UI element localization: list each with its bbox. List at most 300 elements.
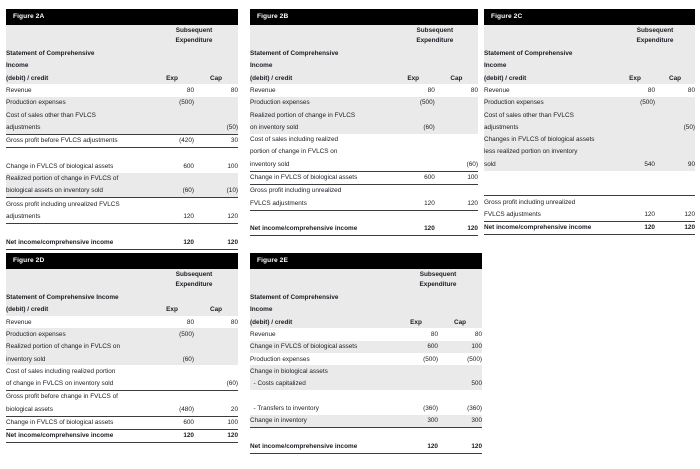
row-label: inventory sold bbox=[250, 158, 392, 171]
table-row bbox=[484, 121, 695, 133]
row-label: FVLCS adjustments bbox=[250, 197, 392, 210]
figure-2b-group-header-row bbox=[250, 25, 478, 37]
figure-2b-group-header-row-2 bbox=[250, 37, 478, 48]
figure-2c-group-header-line1: Subsequent bbox=[615, 25, 695, 37]
row-label: Revenue bbox=[484, 84, 615, 96]
row-value-cap: 30 bbox=[194, 134, 238, 147]
row-value-exp bbox=[150, 391, 194, 404]
table-spacer-row bbox=[484, 183, 695, 196]
row-label: Production expenses bbox=[250, 353, 394, 365]
table-row bbox=[250, 146, 478, 158]
table-spacer-row bbox=[250, 428, 482, 441]
row-value-cap bbox=[194, 198, 238, 211]
row-value-exp bbox=[392, 146, 435, 158]
row-label: Realized portion of change in FVLCS of bbox=[6, 173, 150, 185]
empty-cell bbox=[150, 60, 194, 72]
figure-2c-statement-title-0: Statement of Comprehensive bbox=[484, 47, 615, 59]
row-value-cap: 80 bbox=[194, 84, 238, 96]
row-value-cap bbox=[194, 328, 238, 340]
row-value-cap: 120 bbox=[438, 440, 482, 453]
row-value-cap bbox=[655, 183, 695, 196]
table-spacer-row bbox=[250, 210, 478, 223]
row-label: Net income/comprehensive income bbox=[484, 222, 615, 235]
table-row bbox=[6, 391, 238, 404]
row-label: Revenue bbox=[250, 84, 392, 96]
row-value-exp bbox=[392, 210, 435, 223]
row-label: Gross profit including unrealized FVLCS bbox=[6, 198, 150, 211]
table-row bbox=[250, 109, 478, 121]
table-row bbox=[6, 341, 238, 353]
row-value-cap bbox=[194, 365, 238, 377]
row-label: Revenue bbox=[6, 316, 150, 328]
spacer-cell bbox=[6, 269, 150, 281]
table-row bbox=[6, 403, 238, 416]
row-value-cap bbox=[194, 341, 238, 353]
row-value-exp: (480) bbox=[150, 403, 194, 416]
row-label: Cost of sales including realized bbox=[250, 134, 392, 146]
row-value-cap bbox=[438, 365, 482, 377]
figure-2d-statement-title-row-0 bbox=[6, 291, 238, 303]
row-label: FVLCS adjustments bbox=[484, 209, 615, 222]
row-label: Net income/comprehensive income bbox=[250, 223, 392, 236]
empty-cell bbox=[615, 47, 655, 59]
row-label: - Transfers to inventory bbox=[250, 402, 394, 414]
empty-cell bbox=[655, 60, 695, 72]
table-row bbox=[6, 121, 238, 134]
figure-2e-statement-title-row-0 bbox=[250, 291, 482, 303]
row-value-cap bbox=[435, 134, 478, 146]
row-value-cap: 80 bbox=[438, 328, 482, 340]
table-row bbox=[484, 222, 695, 235]
row-value-exp: 80 bbox=[615, 84, 655, 96]
spacer-cell bbox=[250, 269, 394, 281]
row-label bbox=[6, 224, 150, 237]
figure-2a-group-header-row bbox=[6, 25, 238, 37]
row-value-exp: (500) bbox=[394, 353, 438, 365]
row-label bbox=[484, 183, 615, 196]
figure-2c-statement-title-1: Income bbox=[484, 60, 615, 72]
figure-2c-debit-credit-label: (debit) / credit bbox=[484, 72, 615, 84]
row-label: - Costs capitalized bbox=[250, 378, 394, 390]
row-value-exp bbox=[615, 183, 655, 196]
spacer-cell bbox=[250, 37, 392, 48]
row-value-exp: 600 bbox=[392, 171, 435, 184]
row-value-cap bbox=[655, 171, 695, 183]
figure-2d-table bbox=[6, 269, 238, 444]
figure-2d-group-header-row bbox=[6, 269, 238, 281]
empty-cell bbox=[438, 304, 482, 316]
row-value-exp: 80 bbox=[394, 328, 438, 340]
row-label: Gross profit before FVLCS adjustments bbox=[6, 134, 150, 147]
figure-2c-group-header-line2: Expenditure bbox=[615, 37, 695, 48]
figure-2d-group-header-row-2 bbox=[6, 281, 238, 292]
row-value-exp bbox=[394, 365, 438, 377]
row-value-cap bbox=[435, 121, 478, 133]
row-label: Change in inventory bbox=[250, 415, 394, 428]
row-value-exp: 600 bbox=[150, 416, 194, 429]
row-value-exp bbox=[150, 365, 194, 377]
empty-cell bbox=[435, 47, 478, 59]
figure-2b-table bbox=[250, 25, 478, 237]
row-value-exp bbox=[150, 378, 194, 391]
row-value-exp: (500) bbox=[150, 328, 194, 340]
figure-2e-statement-title-0: Statement of Comprehensive bbox=[250, 291, 394, 303]
figure-2a-group-header-line2: Expenditure bbox=[150, 37, 238, 48]
empty-cell bbox=[194, 291, 238, 303]
table-row bbox=[6, 134, 238, 147]
row-value-cap: (500) bbox=[438, 353, 482, 365]
table-row bbox=[484, 196, 695, 209]
empty-cell bbox=[392, 60, 435, 72]
row-label bbox=[250, 428, 394, 441]
figure-2a-group-header-line1: Subsequent bbox=[150, 25, 238, 37]
table-row bbox=[250, 171, 478, 184]
row-label bbox=[250, 210, 392, 223]
row-value-exp: (500) bbox=[392, 97, 435, 109]
row-value-exp: 600 bbox=[150, 160, 194, 172]
row-value-cap: (360) bbox=[438, 402, 482, 414]
figure-2c-group-header-row-2 bbox=[484, 37, 695, 48]
figure-2a-statement-title-row-0 bbox=[6, 47, 238, 59]
empty-cell bbox=[194, 47, 238, 59]
row-label: adjustments bbox=[6, 211, 150, 224]
row-value-exp bbox=[150, 198, 194, 211]
figure-2e-debit-credit-label: (debit) / credit bbox=[250, 316, 394, 328]
empty-cell bbox=[394, 291, 438, 303]
row-label: Production expenses bbox=[484, 97, 615, 109]
row-label: Production expenses bbox=[6, 328, 150, 340]
row-label: of change in FVLCS on inventory sold bbox=[6, 378, 150, 391]
table-row bbox=[250, 197, 478, 210]
row-value-exp bbox=[150, 148, 194, 161]
row-label: biological assets on inventory sold bbox=[6, 185, 150, 198]
row-value-cap bbox=[435, 146, 478, 158]
row-value-cap: 120 bbox=[655, 222, 695, 235]
figure-2c bbox=[484, 9, 695, 235]
figure-2c-col-exp: Exp bbox=[615, 72, 655, 84]
spacer-cell bbox=[484, 37, 615, 48]
figure-2a-col-cap: Cap bbox=[194, 72, 238, 84]
row-value-cap bbox=[655, 109, 695, 121]
spacer-cell bbox=[6, 37, 150, 48]
row-value-cap: 120 bbox=[435, 223, 478, 236]
table-row bbox=[6, 430, 238, 443]
row-label bbox=[6, 148, 150, 161]
table-spacer-row bbox=[6, 148, 238, 161]
row-label: less realized portion on inventory bbox=[484, 146, 615, 158]
figure-2b-caption: Figure 2B bbox=[250, 9, 478, 25]
row-value-exp bbox=[615, 146, 655, 158]
row-label: inventory sold bbox=[6, 353, 150, 365]
table-row bbox=[250, 158, 478, 171]
table-row bbox=[6, 378, 238, 391]
row-value-cap: 100 bbox=[194, 416, 238, 429]
table-row bbox=[6, 328, 238, 340]
empty-cell bbox=[438, 291, 482, 303]
table-row bbox=[250, 353, 482, 365]
row-value-cap bbox=[655, 146, 695, 158]
figure-2e-group-header-row-2 bbox=[250, 281, 482, 292]
empty-cell bbox=[150, 47, 194, 59]
table-row bbox=[6, 416, 238, 429]
row-value-exp bbox=[615, 171, 655, 183]
table-row bbox=[250, 440, 482, 453]
row-label: Net income/comprehensive income bbox=[6, 236, 150, 249]
figure-2d-group-header-line1: Subsequent bbox=[150, 269, 238, 281]
row-value-exp bbox=[392, 109, 435, 121]
row-value-exp bbox=[392, 158, 435, 171]
row-value-cap bbox=[194, 97, 238, 109]
table-row bbox=[6, 316, 238, 328]
row-value-exp: 600 bbox=[394, 341, 438, 353]
figure-2a bbox=[6, 9, 238, 250]
table-row bbox=[6, 211, 238, 224]
figure-2c-col-cap: Cap bbox=[655, 72, 695, 84]
figure-2a-statement-title-1: Income bbox=[6, 60, 150, 72]
row-value-cap bbox=[194, 353, 238, 365]
row-label: on inventory sold bbox=[250, 121, 392, 133]
figure-2d-statement-title-0: Statement of Comprehensive Income bbox=[6, 291, 150, 303]
row-value-cap bbox=[435, 210, 478, 223]
row-value-exp bbox=[150, 224, 194, 237]
figure-2c-column-header-row bbox=[484, 72, 695, 84]
figure-2d bbox=[6, 253, 238, 443]
table-row bbox=[250, 328, 482, 340]
row-value-cap: (10) bbox=[194, 185, 238, 198]
row-value-cap: 100 bbox=[194, 160, 238, 172]
row-value-cap bbox=[194, 148, 238, 161]
table-row bbox=[6, 236, 238, 249]
row-value-cap: 80 bbox=[435, 84, 478, 96]
figure-2e-column-header-row bbox=[250, 316, 482, 328]
figure-2c-group-header-row bbox=[484, 25, 695, 37]
figure-2b-statement-title-row-1 bbox=[250, 60, 478, 72]
row-value-cap bbox=[655, 97, 695, 109]
figure-2a-statement-title-row-1 bbox=[6, 60, 238, 72]
row-value-exp: (420) bbox=[150, 134, 194, 147]
row-value-cap bbox=[194, 173, 238, 185]
row-value-cap bbox=[435, 109, 478, 121]
row-label: Cost of sales other than FVLCS bbox=[6, 109, 150, 121]
row-value-exp: 300 bbox=[394, 415, 438, 428]
row-value-exp: 120 bbox=[394, 440, 438, 453]
table-row bbox=[250, 185, 478, 198]
figure-2c-table bbox=[484, 25, 695, 236]
figure-2b-statement-title-1: Income bbox=[250, 60, 392, 72]
table-spacer-row bbox=[6, 224, 238, 237]
figure-2b-statement-title-0: Statement of Comprehensive bbox=[250, 47, 392, 59]
figure-2e-col-cap: Cap bbox=[438, 316, 482, 328]
row-value-exp: 120 bbox=[392, 223, 435, 236]
empty-cell bbox=[392, 47, 435, 59]
row-value-exp: (500) bbox=[615, 97, 655, 109]
row-value-exp bbox=[615, 134, 655, 146]
empty-cell bbox=[655, 47, 695, 59]
table-row bbox=[250, 134, 478, 146]
table-row bbox=[6, 173, 238, 185]
row-value-cap: 120 bbox=[194, 211, 238, 224]
figure-2c-statement-title-row-0 bbox=[484, 47, 695, 59]
figure-2b-statement-title-row-0 bbox=[250, 47, 478, 59]
table-row bbox=[250, 97, 478, 109]
empty-cell bbox=[150, 291, 194, 303]
row-value-exp: 80 bbox=[392, 84, 435, 96]
row-label: Revenue bbox=[6, 84, 150, 96]
row-value-cap bbox=[438, 390, 482, 402]
row-label: biological assets bbox=[6, 403, 150, 416]
figure-2b-group-header-line2: Expenditure bbox=[392, 37, 478, 48]
figure-2e-group-header-line1: Subsequent bbox=[394, 269, 482, 281]
row-value-cap: 100 bbox=[438, 341, 482, 353]
row-value-cap bbox=[194, 224, 238, 237]
empty-cell bbox=[394, 304, 438, 316]
figure-2d-col-exp: Exp bbox=[150, 304, 194, 316]
row-value-cap: 120 bbox=[194, 236, 238, 249]
row-value-exp bbox=[615, 196, 655, 209]
row-value-exp bbox=[615, 109, 655, 121]
row-value-exp bbox=[394, 428, 438, 441]
row-value-exp bbox=[150, 109, 194, 121]
figure-2c-statement-title-row-1 bbox=[484, 60, 695, 72]
spacer-cell bbox=[6, 25, 150, 37]
empty-cell bbox=[615, 60, 655, 72]
figure-2a-debit-credit-label: (debit) / credit bbox=[6, 72, 150, 84]
empty-cell bbox=[194, 60, 238, 72]
table-row bbox=[484, 158, 695, 170]
table-row bbox=[6, 84, 238, 96]
table-row bbox=[484, 84, 695, 96]
row-value-cap: 300 bbox=[438, 415, 482, 428]
row-value-cap: 120 bbox=[655, 209, 695, 222]
table-row bbox=[250, 223, 478, 236]
table-row bbox=[6, 160, 238, 172]
table-row bbox=[250, 415, 482, 428]
figure-2d-group-header-line2: Expenditure bbox=[150, 281, 238, 292]
row-label: Realized portion of change in FVLCS bbox=[250, 109, 392, 121]
row-label: Gross profit including unrealized bbox=[484, 196, 615, 209]
row-value-exp bbox=[394, 378, 438, 390]
table-row bbox=[6, 109, 238, 121]
row-label: Production expenses bbox=[6, 97, 150, 109]
table-spacer-row bbox=[250, 390, 482, 402]
row-value-cap: (60) bbox=[435, 158, 478, 171]
row-value-exp: (60) bbox=[150, 185, 194, 198]
row-label: Gross profit including unrealized bbox=[250, 185, 392, 198]
row-label: Change in FVLCS of biological assets bbox=[250, 341, 394, 353]
row-value-exp: (60) bbox=[150, 353, 194, 365]
row-value-exp: 120 bbox=[615, 222, 655, 235]
row-label: Change in FVLCS of biological assets bbox=[250, 171, 392, 184]
row-value-cap: 500 bbox=[438, 378, 482, 390]
figure-2b-col-exp: Exp bbox=[392, 72, 435, 84]
table-row bbox=[250, 365, 482, 377]
table-row bbox=[250, 378, 482, 390]
row-value-exp bbox=[150, 341, 194, 353]
figure-2e-statement-title-1: Income bbox=[250, 304, 394, 316]
row-value-exp: 120 bbox=[615, 209, 655, 222]
row-value-cap: (50) bbox=[194, 121, 238, 134]
spacer-cell bbox=[6, 281, 150, 292]
table-row bbox=[6, 365, 238, 377]
row-value-exp: (360) bbox=[394, 402, 438, 414]
row-value-exp: 120 bbox=[392, 197, 435, 210]
figure-2a-group-header-row-2 bbox=[6, 37, 238, 48]
table-row bbox=[6, 198, 238, 211]
figure-2d-column-header-row bbox=[6, 304, 238, 316]
row-label: Cost of sales other than FVLCS bbox=[484, 109, 615, 121]
figure-2e-caption: Figure 2E bbox=[250, 253, 482, 269]
figure-2a-col-exp: Exp bbox=[150, 72, 194, 84]
spacer-cell bbox=[484, 25, 615, 37]
table-row bbox=[6, 185, 238, 198]
row-value-cap bbox=[438, 428, 482, 441]
figure-2e-group-header-row bbox=[250, 269, 482, 281]
spacer-cell bbox=[250, 25, 392, 37]
figure-2b-column-header-row bbox=[250, 72, 478, 84]
row-value-cap bbox=[655, 196, 695, 209]
row-value-cap: 100 bbox=[435, 171, 478, 184]
row-value-exp bbox=[150, 121, 194, 134]
row-value-cap: 80 bbox=[194, 316, 238, 328]
row-value-cap: 80 bbox=[655, 84, 695, 96]
table-row bbox=[484, 134, 695, 146]
figure-2d-caption: Figure 2D bbox=[6, 253, 238, 269]
row-label: Realized portion of change in FVLCS on bbox=[6, 341, 150, 353]
figure-2e-col-exp: Exp bbox=[394, 316, 438, 328]
row-value-cap bbox=[435, 185, 478, 198]
row-label: Production expenses bbox=[250, 97, 392, 109]
row-label: Revenue bbox=[250, 328, 394, 340]
figure-2b-debit-credit-label: (debit) / credit bbox=[250, 72, 392, 84]
table-spacer-row bbox=[484, 171, 695, 183]
row-value-cap bbox=[435, 97, 478, 109]
figure-2d-debit-credit-label: (debit) / credit bbox=[6, 304, 150, 316]
table-row bbox=[484, 109, 695, 121]
figure-2e-table bbox=[250, 269, 482, 454]
figure-2e-group-header-line2: Expenditure bbox=[394, 281, 482, 292]
row-value-exp bbox=[615, 121, 655, 133]
figure-2a-column-header-row bbox=[6, 72, 238, 84]
row-value-cap bbox=[194, 391, 238, 404]
figure-2e bbox=[250, 253, 482, 454]
row-value-cap: 90 bbox=[655, 158, 695, 170]
row-value-exp bbox=[392, 134, 435, 146]
row-label: Gross profit before change in FVLCS of bbox=[6, 391, 150, 404]
row-label: sold bbox=[484, 158, 615, 170]
figure-2b-col-cap: Cap bbox=[435, 72, 478, 84]
table-row bbox=[6, 97, 238, 109]
figure-2c-caption: Figure 2C bbox=[484, 9, 695, 25]
row-label: Cost of sales including realized portion bbox=[6, 365, 150, 377]
row-value-cap bbox=[194, 109, 238, 121]
row-value-exp: 540 bbox=[615, 158, 655, 170]
table-row bbox=[484, 146, 695, 158]
row-value-exp: 80 bbox=[150, 316, 194, 328]
row-label: Change in FVLCS of biological assets bbox=[6, 160, 150, 172]
row-label: Change in biological assets bbox=[250, 365, 394, 377]
figure-2e-statement-title-row-1 bbox=[250, 304, 482, 316]
row-value-exp: 120 bbox=[150, 211, 194, 224]
row-value-cap: 120 bbox=[194, 430, 238, 443]
row-label bbox=[250, 390, 394, 402]
row-value-exp bbox=[392, 185, 435, 198]
figure-2b bbox=[250, 9, 478, 236]
table-row bbox=[250, 402, 482, 414]
row-value-cap: 20 bbox=[194, 403, 238, 416]
row-value-exp: 80 bbox=[150, 84, 194, 96]
row-label bbox=[484, 171, 615, 183]
row-value-exp bbox=[394, 390, 438, 402]
